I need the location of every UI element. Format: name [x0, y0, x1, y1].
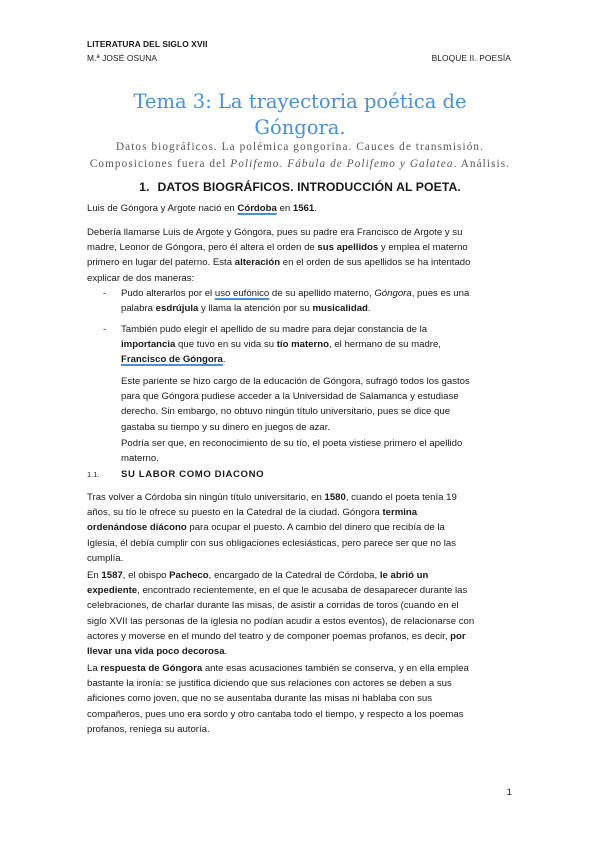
bold-run: termina: [382, 507, 418, 519]
subtitle-text: .: [279, 158, 288, 170]
bold-run: 1580: [324, 492, 346, 503]
text-run: , encargado de la Catedral de Córdoba,: [208, 570, 380, 581]
text-run: y emplea el materno: [378, 242, 468, 254]
bold-run: por: [450, 630, 466, 642]
section-1-1-heading: [87, 469, 264, 480]
text-run: .: [314, 203, 317, 214]
paragraph-birth: [87, 201, 515, 216]
text-run: .: [224, 646, 228, 658]
text-run: materno.: [121, 453, 159, 465]
paragraph-deacon: [87, 490, 515, 566]
section-number: 1.: [139, 180, 150, 194]
bold-run: ordenándose diácono: [87, 522, 187, 534]
text-run: La: [87, 663, 101, 674]
subtitle-line-1: Datos biográficos. La polémica gongorina. Cauces de transmisión.: [115, 141, 485, 153]
section-title: SU LABOR COMO DIACONO: [121, 469, 265, 480]
text-run: Este pariente se hizo cargo de la educación de Góngora, sufragó todos los gastos: [121, 376, 470, 387]
text-run: En: [87, 570, 102, 581]
text-run: cumplía.: [87, 552, 124, 564]
bullet-dash: -: [103, 324, 107, 335]
text-run: actores y moverse en el mundo del teatro y de componer poemas profanos, es decir,: [87, 630, 451, 642]
bold-run: esdrújula: [155, 303, 199, 315]
bold-run: importancia: [121, 339, 176, 351]
text-run: Tras volver a Córdoba sin ningún título universitario, en: [87, 492, 325, 503]
header-course: LITERATURA DEL SIGLO XVII: [87, 39, 208, 49]
text-run: , el hermano de su madre,: [328, 339, 441, 351]
paragraph-surnames: [87, 225, 515, 286]
bold-run: 1587: [101, 570, 123, 581]
subtitle-polifemo: Polifemo: [230, 158, 280, 170]
text-run: gastaba su tiempo y su dinero en juegos de azar.: [121, 421, 331, 433]
text-run: años, su tío le ofrece su puesto en la Catedral de la ciudad. Góngora: [87, 507, 383, 519]
text-run: derecho. Sin embargo, no obtuvo ningún título universitario, pues se dice que: [121, 406, 451, 418]
paragraph-education: [121, 374, 514, 435]
subtitle-text: . Análisis.: [453, 158, 511, 170]
subtitle-text: Composiciones fuera del: [89, 158, 231, 170]
title-line-1: Tema 3: La trayectoria poética de: [133, 90, 467, 113]
text-run: profanos, reniega su autoría.: [87, 723, 210, 735]
bullet-item-euphony: [121, 286, 514, 316]
bold-run: musicalidad: [312, 303, 368, 315]
text-run: en: [276, 203, 293, 214]
underlined-run: uso eufónico: [214, 288, 270, 299]
bold-run: alteración: [234, 257, 281, 269]
paragraph-recognition: [121, 436, 514, 466]
header-author: M.ª JOSÉ OSUNA: [87, 53, 158, 63]
bold-run: tío materno: [276, 339, 329, 351]
bold-run: respuesta de Góngora: [100, 663, 203, 674]
uncle-name: Francisco de Góngora: [121, 354, 223, 366]
section-1-heading: [87, 180, 513, 194]
text-run: , pues es una: [411, 288, 470, 299]
birthplace: Córdoba: [237, 203, 277, 214]
bold-run: llevar una vida poco decorosa: [87, 646, 225, 658]
text-run: primero en lugar del paterno. Esta: [87, 257, 235, 269]
subtitle-fabula: Fábula de Polifemo y Galatea: [287, 158, 454, 170]
italic-run: Góngora: [374, 288, 412, 299]
text-run: , cuando el poeta tenía 19: [345, 492, 457, 503]
paragraph-response: [87, 661, 515, 737]
text-run: palabra: [121, 303, 156, 315]
text-run: .: [367, 303, 371, 315]
title-line-2: Góngora.: [254, 116, 346, 139]
text-run: Iglesia, él debía cumplir con sus obligaciones eclesiásticas, pero parece ser que no las: [87, 537, 457, 549]
text-run: aficiones como joven, que no se ausentaba durante las misas ni hablaba con sus: [87, 693, 433, 705]
text-run: , el obispo: [122, 570, 170, 581]
text-run: para ocupar el puesto. A cambio del dinero que recibía de la: [186, 522, 445, 534]
bold-run: expediente: [87, 585, 138, 597]
bold-run: le abrió un: [379, 570, 429, 581]
text-run: , encontrado recientemente, en el que le acusaba de desaparecer durante las: [137, 585, 468, 597]
text-run: madre, Leonor de Góngora, pero él altera el orden de: [87, 242, 318, 254]
text-run: compañeros, pues uno era sordo y otro cantaba todo el tiempo, y respecto a los poemas: [87, 708, 464, 720]
text-run: siglo XVII las personas de la iglesia no podían acudir a estos eventos), de relacionarse con: [87, 615, 475, 627]
paragraph-file: [87, 568, 515, 659]
text-run: y llama la atención por su: [198, 303, 313, 315]
text-run: Debería llamarse Luis de Argote y Góngora, pues su padre era Francisco de Argote y su: [87, 227, 463, 238]
text-run: celebraciones, de charlar durante las misas, de asistir a corridas de toros (cuando en el: [87, 600, 459, 612]
bold-run: Pacheco: [169, 570, 209, 581]
birth-year: 1561: [292, 203, 315, 214]
text-run: en el orden de sus apellidos se ha intentado: [280, 257, 471, 269]
header-block: BLOQUE II. POESÍA: [431, 53, 511, 63]
text-run: Podría ser que, en reconocimiento de su tío, el poeta vistiese primero el apellido: [121, 438, 463, 449]
text-run: bastante la ironía: se justifica diciendo que sus relaciones con actores se deben a sus: [87, 678, 452, 690]
section-title: DATOS BIOGRÁFICOS. INTRODUCCIÓN AL POETA.: [157, 180, 461, 194]
page-number: 1: [506, 787, 512, 798]
bold-run: sus apellidos: [317, 242, 379, 254]
text-run: Pudo alterarlos por el: [121, 288, 215, 299]
text-run: que tuvo en su vida su: [175, 339, 277, 351]
section-number: 1.1.: [87, 470, 100, 479]
text-run: ante esas acusaciones también se conserva, y en ella emplea: [202, 663, 469, 674]
text-run: Luis de Góngora y Argote nació en: [87, 203, 238, 214]
text-run: para que Góngora pudiese acceder a la Universidad de Salamanca y estudiase: [121, 391, 459, 403]
text-run: explicar de dos maneras:: [87, 272, 195, 284]
subtitle: [80, 139, 520, 173]
bullet-item-uncle: [121, 322, 514, 368]
page-title: [80, 89, 520, 141]
text-run: También pudo elegir el apellido de su madre para dejar constancia de la: [121, 324, 428, 335]
text-run: de su apellido materno,: [269, 288, 375, 299]
bullet-dash: -: [103, 288, 107, 299]
text-run: .: [222, 354, 226, 366]
